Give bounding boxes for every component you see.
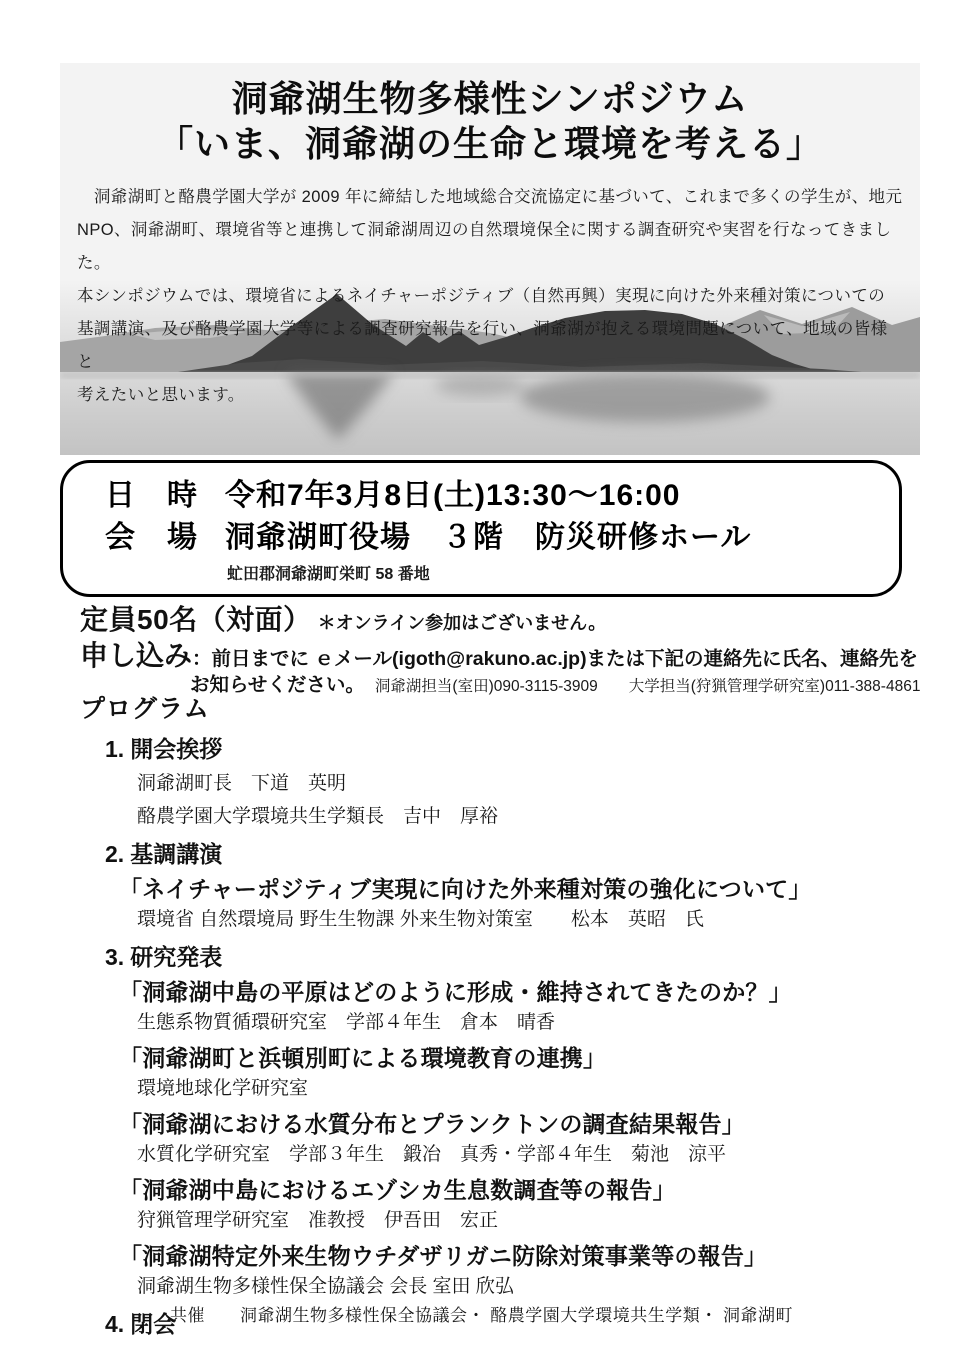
intro-paragraph [77, 181, 903, 412]
intro-line: 考えたいと思います。 [77, 386, 245, 404]
talk-title: 「ネイチャーポジティブ実現に向けた外来種対策の強化について」 [119, 876, 812, 902]
intro-line: 本シンポジウムでは、環境省によるネイチャーポジティブ（自然再興）実現に向けた外来種対策についての [77, 287, 886, 305]
program-section [80, 694, 930, 1338]
talk-speaker: 水質化学研究室 学部３年生 鍛冶 真秀・学部４年生 菊池 涼平 [137, 1144, 727, 1165]
talk [105, 875, 930, 932]
program-item-number: 2. [105, 841, 125, 867]
talk-speaker: 狩猟管理学研究室 准教授 伊吾田 宏正 [137, 1210, 499, 1231]
application-label: 申し込み [80, 640, 193, 671]
capacity-note: ＊オンライン参加はございません。 [317, 613, 607, 633]
talk-title: 「洞爺湖中島の平原はどのように形成・維持されてきたのか？」 [119, 979, 792, 1005]
application-row-2 [190, 669, 920, 697]
intro-line: 基調講演、及び酪農学園大学等による調査研究報告を行い、洞爺湖が抱える環境問題について、地域の皆様と [77, 320, 888, 371]
program-item [105, 943, 930, 1299]
program-item [105, 735, 930, 829]
application-instructions-2: お知らせください。 [190, 674, 365, 696]
talk [105, 978, 930, 1035]
datetime-row [105, 475, 899, 517]
presenter-line: 酪農学園大学環境共生学類長 吉中 厚裕 [137, 806, 499, 827]
program-item-heading [105, 735, 930, 763]
footer [0, 1301, 960, 1326]
page-subtitle: 「いま、洞爺湖の生命と環境を考える」 [156, 123, 823, 164]
venue-value: 洞爺湖町役場 ３階 防災研修ホール [225, 521, 752, 554]
program-list [80, 735, 930, 1338]
talk-title: 「洞爺湖特定外来生物ウチダザリガニ防除対策事業等の報告」 [119, 1243, 768, 1269]
program-heading: プログラム [80, 695, 210, 723]
program-item-title: 閉会 [130, 1311, 177, 1337]
program-item-number: 4. [105, 1311, 125, 1337]
program-item-title: 研究発表 [130, 944, 223, 970]
talk-title: 「洞爺湖中島におけるエゾシカ生息数調査等の報告」 [119, 1177, 676, 1203]
cohost-text: 共催 洞爺湖生物多様性保全協議会・ 酪農学園大学環境共生学類・ 洞爺湖町 [170, 1306, 793, 1325]
venue-address: 虻田郡洞爺湖町栄町 58 番地 [227, 566, 430, 583]
talk-speaker: 環境省 自然環境局 野生生物課 外来生物対策室 松本 英昭 氏 [137, 909, 704, 930]
program-item [105, 840, 930, 932]
presenter-line: 洞爺湖町長 下道 英明 [137, 773, 347, 794]
application-contacts: 洞爺湖担当(室田)090-3115-3909 大学担当(狩猟管理学研究室)011-388-4861 [374, 678, 921, 695]
program-item-heading [105, 840, 930, 868]
venue-row [105, 517, 899, 559]
program-item-title: 基調講演 [130, 841, 223, 867]
talk-title: 「洞爺湖における水質分布とプランクトンの調査結果報告」 [119, 1111, 745, 1137]
talk-speaker: 洞爺湖生物多様性保全協議会 会長 室田 欣弘 [137, 1276, 514, 1297]
application-instructions: ：前日までに ｅメール(igoth@rakuno.ac.jp)または下記の連絡先に氏名、連絡先を [192, 648, 919, 670]
header-block [60, 63, 920, 455]
datetime-venue-box [60, 460, 902, 597]
page-title: 洞爺湖生物多様性シンポジウム [231, 78, 749, 119]
datetime-label: 日 時 [105, 479, 198, 512]
datetime-value: 令和7年3月8日(土)13:30～16:00 [225, 479, 681, 512]
program-item-title: 開会挨拶 [130, 736, 223, 762]
capacity-text: 定員50名（対面） [80, 604, 312, 635]
capacity-row [80, 598, 606, 638]
program-item-number: 3. [105, 944, 125, 970]
talk [105, 1044, 930, 1101]
program-item-heading [105, 943, 930, 971]
talk-title: 「洞爺湖町と浜頓別町による環境教育の連携」 [119, 1045, 607, 1071]
talk [105, 1176, 930, 1233]
intro-line: NPO、洞爺湖町、環境省等と連携して洞爺湖周辺の自然環境保全に関する調査研究や実習を行なってきました。 [77, 221, 892, 272]
talk [105, 1242, 930, 1299]
talk [105, 1110, 930, 1167]
intro-line: 洞爺湖町と酪農学園大学が 2009 年に締結した地域総合交流協定に基づいて、これまで多くの学生が、地元 [77, 188, 903, 206]
venue-label: 会 場 [105, 521, 198, 554]
talk-speaker: 生態系物質循環研究室 学部４年生 倉本 晴香 [137, 1012, 556, 1033]
program-item-number: 1. [105, 736, 125, 762]
application-row [80, 634, 918, 674]
talk-speaker: 環境地球化学研究室 [137, 1078, 309, 1099]
